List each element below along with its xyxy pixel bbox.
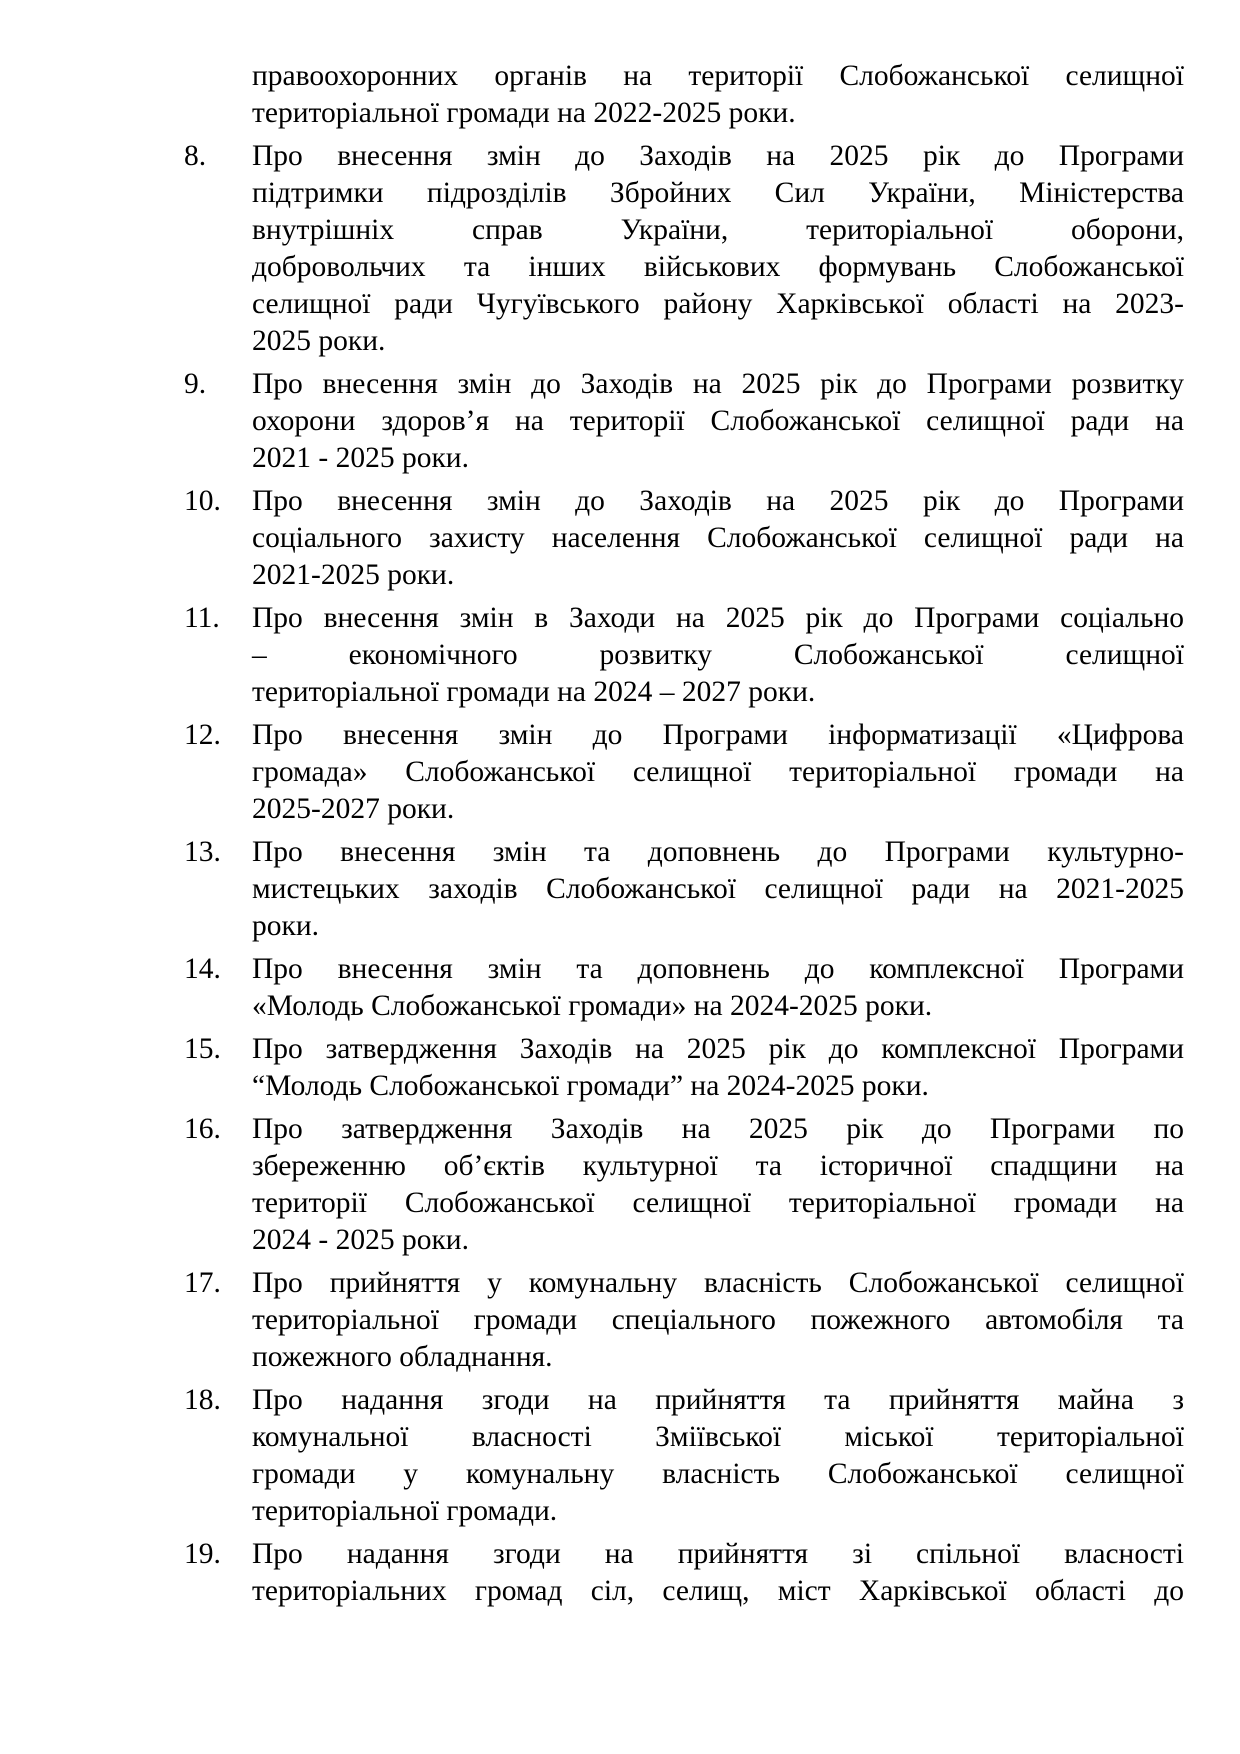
agenda-item-number: 10. (184, 485, 221, 517)
agenda-item (184, 1111, 1184, 1259)
agenda-item (184, 138, 1184, 360)
agenda-item-text (252, 1265, 1184, 1376)
agenda-item-number: 17. (184, 1267, 221, 1299)
agenda-item (184, 366, 1184, 477)
agenda-item-number: 18. (184, 1384, 221, 1416)
text-line: пожежного обладнання. (252, 1341, 553, 1373)
agenda-item (184, 1265, 1184, 1376)
agenda-item-number: 14. (184, 953, 221, 985)
text-line: збереженню об’єктів культурної та історичної спадщини на (252, 1150, 1184, 1182)
text-line: правоохоронних органів на території Слобожанської селищної (252, 60, 1184, 92)
agenda-item-text (252, 951, 1184, 1025)
agenda-item-number: 19. (184, 1538, 221, 1570)
agenda-item-text (252, 834, 1184, 945)
agenda-item-number: 16. (184, 1113, 221, 1145)
agenda-item-number: 15. (184, 1033, 221, 1065)
text-line: Про надання згоди на прийняття та прийняття майна з (252, 1384, 1184, 1416)
text-line: 2025 роки. (252, 325, 386, 357)
text-line: 2021 - 2025 роки. (252, 442, 469, 474)
text-line: територіальної громади на 2024 – 2027 роки. (252, 676, 816, 708)
text-line: громади у комунальну власність Слобожанської селищної (252, 1458, 1184, 1490)
text-line: Про внесення змін до Заходів на 2025 рік до Програми розвитку (252, 368, 1184, 400)
text-line: роки. (252, 910, 319, 942)
agenda-item (184, 600, 1184, 711)
text-line: Про затвердження Заходів на 2025 рік до Програми по (252, 1113, 1184, 1145)
text-line: Про внесення змін до Програми інформатизації «Цифрова (252, 719, 1184, 751)
text-line: територіальної громади на 2022-2025 роки. (252, 97, 796, 129)
agenda-item (184, 834, 1184, 945)
text-line: «Молодь Слобожанської громади» на 2024-2025 роки. (252, 990, 933, 1022)
text-line: добровольчих та інших військових формувань Слобожанської (252, 251, 1184, 283)
agenda-item-text (252, 366, 1184, 477)
text-line: комунальної власності Зміївської міської територіальної (252, 1421, 1184, 1453)
agenda-item-text (252, 1382, 1184, 1530)
agenda-item (184, 717, 1184, 828)
agenda-item (184, 1536, 1184, 1610)
text-line: внутрішніх справ України, територіальної оборони, (252, 214, 1184, 246)
agenda-item-text (252, 483, 1184, 594)
agenda-item-text (252, 1031, 1184, 1105)
text-line: Про прийняття у комунальну власність Слобожанської селищної (252, 1267, 1184, 1299)
text-line: Про внесення змін та доповнень до комплексної Програми (252, 953, 1184, 985)
text-line: 2025-2027 роки. (252, 793, 455, 825)
text-line: селищної ради Чугуївського району Харківської області на 2023- (252, 288, 1184, 320)
agenda-item-text (184, 58, 1184, 132)
text-line: мистецьких заходів Слобожанської селищної ради на 2021-2025 (252, 873, 1184, 905)
agenda-item-text (252, 600, 1184, 711)
agenda-item-text (252, 717, 1184, 828)
text-line: територіальної громади спеціального пожежного автомобіля та (252, 1304, 1184, 1336)
agenda-item-number: 9. (184, 368, 207, 400)
agenda-item-number: 11. (184, 602, 220, 634)
agenda-item-text (252, 1111, 1184, 1259)
text-line: Про надання згоди на прийняття зі спільної власності (252, 1538, 1184, 1570)
text-line: соціального захисту населення Слобожанської селищної ради на (252, 522, 1184, 554)
text-line: громада» Слобожанської селищної територіальної громади на (252, 756, 1184, 788)
text-line: 2024 - 2025 роки. (252, 1224, 469, 1256)
text-line: підтримки підрозділів Збройних Сил України, Міністерства (252, 177, 1184, 209)
agenda-list (184, 58, 1184, 1616)
text-line: охорони здоров’я на території Слобожанської селищної ради на (252, 405, 1184, 437)
agenda-item-number: 13. (184, 836, 221, 868)
agenda-item-number: 12. (184, 719, 221, 751)
text-line: Про внесення змін в Заходи на 2025 рік до Програми соціально (252, 602, 1184, 634)
agenda-item (184, 951, 1184, 1025)
text-line: територіальної громади. (252, 1495, 558, 1527)
text-line: – економічного розвитку Слобожанської селищної (252, 639, 1184, 671)
agenda-item (184, 483, 1184, 594)
text-line: 2021-2025 роки. (252, 559, 455, 591)
text-line: Про внесення змін до Заходів на 2025 рік до Програми (252, 140, 1184, 172)
text-line: території Слобожанської селищної територіальної громади на (252, 1187, 1184, 1219)
agenda-item (184, 58, 1184, 132)
text-line: Про внесення змін до Заходів на 2025 рік до Програми (252, 485, 1184, 517)
text-line: “Молодь Слобожанської громади” на 2024-2025 роки. (252, 1070, 929, 1102)
agenda-item-text (252, 138, 1184, 360)
agenda-item (184, 1031, 1184, 1105)
text-line: Про затвердження Заходів на 2025 рік до комплексної Програми (252, 1033, 1184, 1065)
agenda-item (184, 1382, 1184, 1530)
text-line: Про внесення змін та доповнень до Програми культурно- (252, 836, 1184, 868)
agenda-item-number: 8. (184, 140, 207, 172)
text-line: територіальних громад сіл, селищ, міст Харківської області до (252, 1575, 1184, 1607)
agenda-item-text (252, 1536, 1184, 1610)
